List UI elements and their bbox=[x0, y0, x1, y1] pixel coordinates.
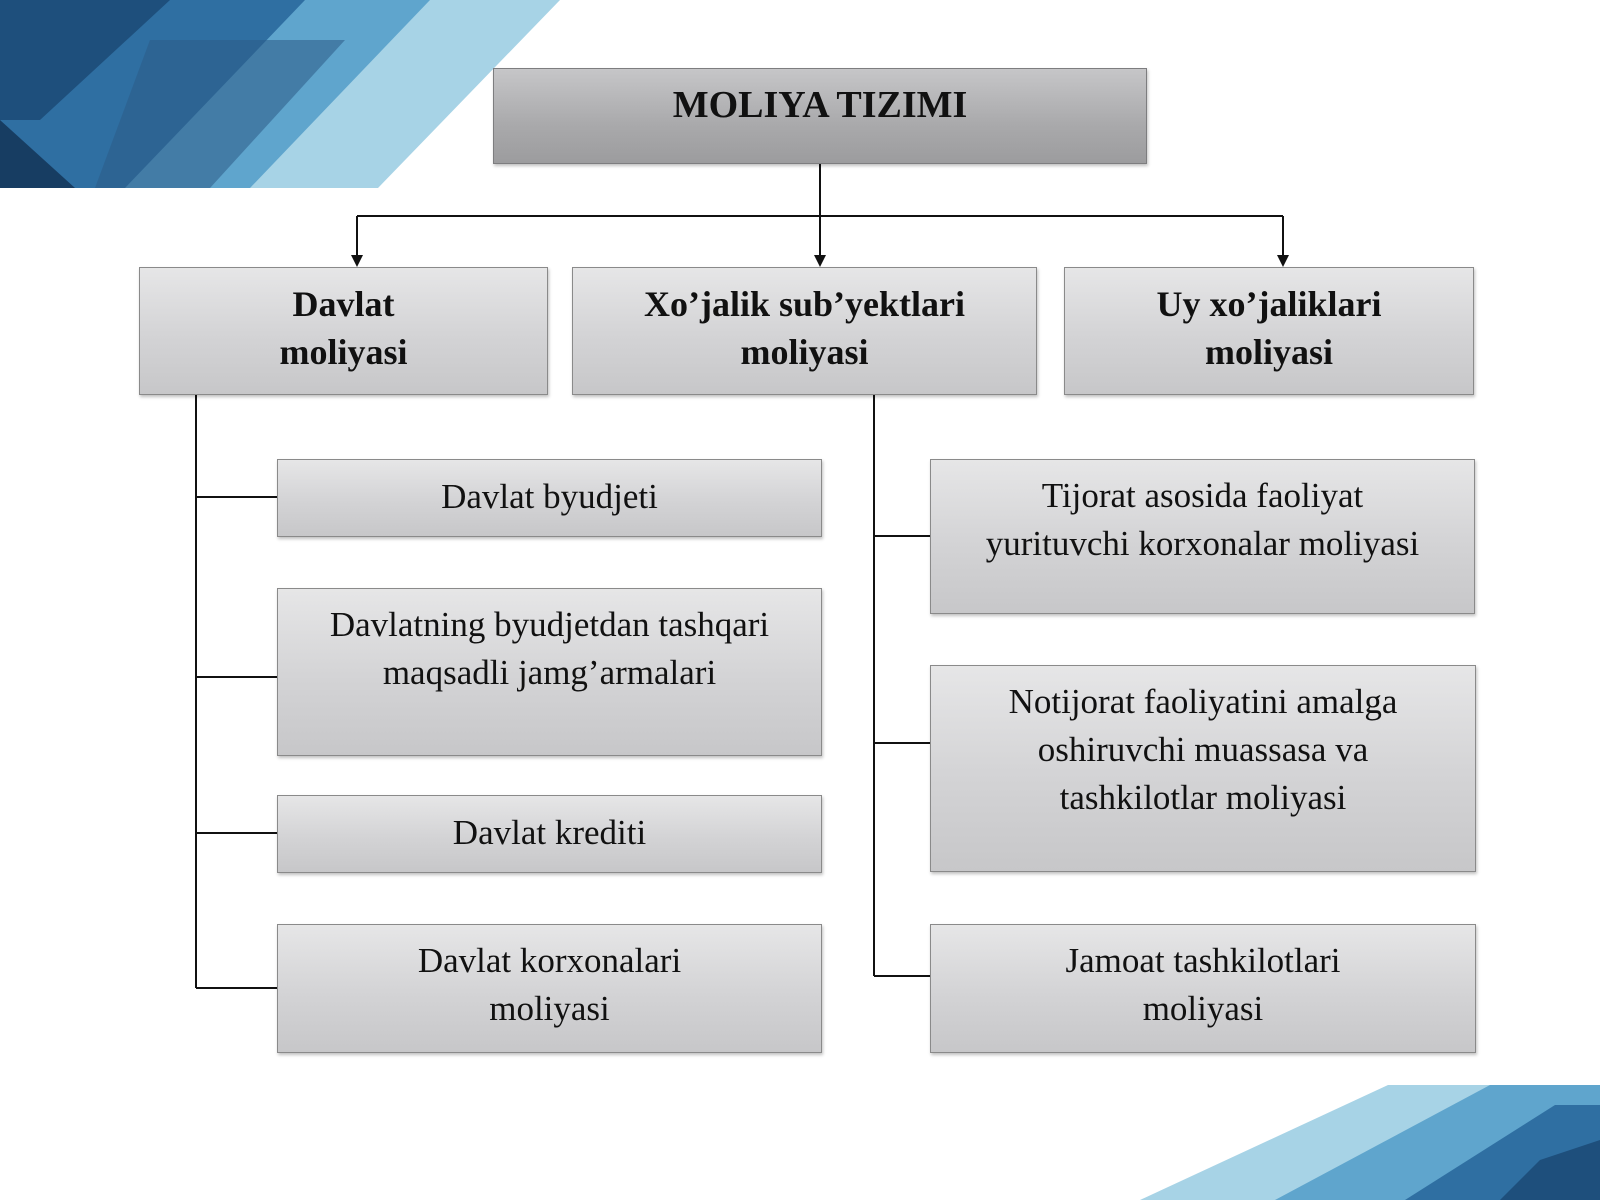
connector-arrowheads bbox=[351, 255, 1289, 267]
category-xojalik-subyektlari-moliyasi bbox=[572, 267, 1037, 395]
category-davlat-moliyasi bbox=[139, 267, 548, 395]
item-label: Jamoat tashkilotlari moliyasi bbox=[1065, 941, 1341, 1028]
item-davlat-byudjeti bbox=[277, 459, 822, 537]
category-uy-xojaliklari-moliyasi bbox=[1064, 267, 1474, 395]
item-label: Davlat korxonalari moliyasi bbox=[417, 941, 682, 1028]
item-tijorat-korxonalar-moliyasi bbox=[930, 459, 1475, 614]
item-jamoat-tashkilotlari-moliyasi bbox=[930, 924, 1476, 1053]
item-label: Tijorat asosida faoliyat yurituvchi korxonalar moliyasi bbox=[985, 476, 1420, 563]
root-connectors bbox=[357, 164, 1283, 256]
item-label: Notijorat faoliyatini amalga oshiruvchi muassasa va tashkilotlar moliyasi bbox=[1008, 682, 1398, 817]
root-node-moliya-tizimi bbox=[493, 68, 1147, 164]
category-label: Xo’jalik sub’yektlari moliyasi bbox=[643, 284, 965, 372]
item-byudjetdan-tashqari-jamgarmalar bbox=[277, 588, 822, 756]
item-label: Davlatning byudjetdan tashqari maqsadli jamg’armalari bbox=[329, 605, 770, 692]
item-label: Davlat krediti bbox=[452, 813, 647, 852]
category-label: Davlat moliyasi bbox=[279, 284, 408, 372]
root-label: MOLIYA TIZIMI bbox=[672, 84, 968, 126]
davlat-branch-lines bbox=[196, 395, 277, 988]
item-notijorat-muassasalar-moliyasi bbox=[930, 665, 1476, 872]
item-label: Davlat byudjeti bbox=[441, 477, 658, 516]
category-label: Uy xo’jaliklari moliyasi bbox=[1156, 284, 1382, 372]
xojalik-branch-lines bbox=[874, 395, 930, 976]
item-davlat-korxonalari-moliyasi bbox=[277, 924, 822, 1053]
item-davlat-krediti bbox=[277, 795, 822, 873]
